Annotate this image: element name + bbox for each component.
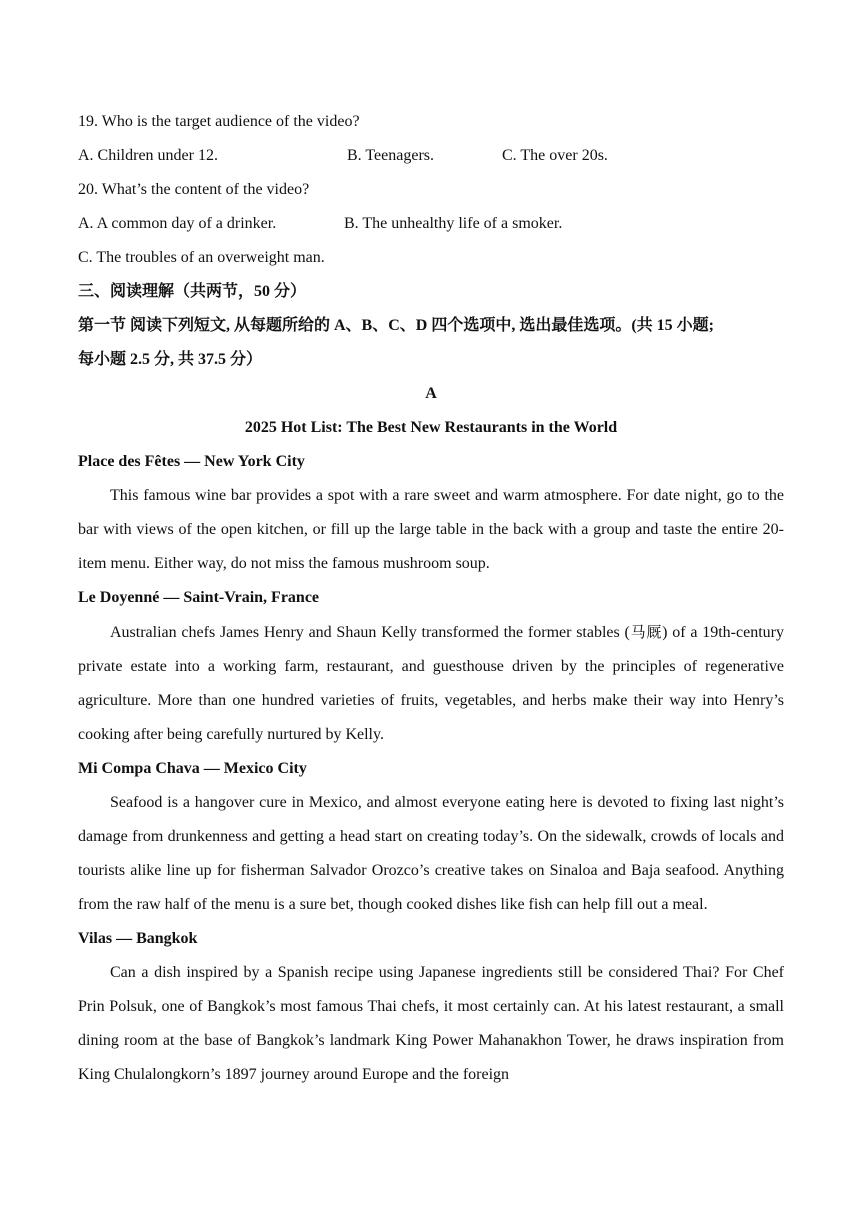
option-a: A. Children under 12. [78,147,218,164]
chinese-gloss: 马厩 [629,623,663,641]
option-a: A. A common day of a drinker. [78,215,277,232]
passage-letter: A [425,385,437,402]
document-page [78,105,784,1092]
restaurant-description [78,615,784,752]
restaurant-heading: Vilas — Bangkok [78,930,198,947]
section-instructions-line-2: 每小题 2.5 分, 共 37.5 分） [78,351,263,368]
restaurant-heading: Le Doyenné — Saint-Vrain, France [78,589,320,606]
restaurant-description: Can a dish inspired by a Spanish recipe using Japanese ingredients still be considered Thai? For Chef Prin Polsuk, one of Bangkok’s most famous Thai chefs, it most certainly can. At his latest restaurant, a small dining room at the base of Bangkok’s landmark King Power Mahanakhon Tower, he draws inspiration from King Chulalongkorn’s 1897 journey around Europe and the foreign [78,964,784,1083]
restaurant-heading: Mi Compa Chava — Mexico City [78,760,307,777]
description-text: Australian chefs James Henry and Shaun Kelly transformed the former stables ( [110,624,630,641]
option-c: C. The over 20s. [502,147,608,164]
passage-title: 2025 Hot List: The Best New Restaurants in the World [244,419,618,436]
question-19-options [78,139,784,173]
option-b: B. The unhealthy life of a smoker. [344,215,563,232]
restaurant-heading: Place des Fêtes — New York City [78,453,305,470]
question-20-options [78,207,784,241]
question-20-option-c: C. The troubles of an overweight man. [78,249,325,266]
question-20: 20. What’s the content of the video? [78,181,310,198]
option-b: B. Teenagers. [347,147,434,164]
part-title: 三、阅读理解（共两节，50 分） [78,283,307,300]
restaurant-description: Seafood is a hangover cure in Mexico, and almost everyone eating here is devoted to fixing last night’s damage from drunkenness and getting a head start on creating today’s. On the sidewalk, crowds of locals and tourists alike line up for fisherman Salvador Orozco’s creative takes on Sinaloa and Baja seafood. Anything from the raw half of the menu is a sure bet, though cooked dishes like fish can help fill out a meal. [78,794,784,913]
section-instructions-line-1: 第一节 阅读下列短文, 从每题所给的 A、B、C、D 四个选项中, 选出最佳选项。(共 15 小题; [78,317,714,334]
question-19: 19. Who is the target audience of the video? [78,113,360,130]
description-text: ) of a 19th-century private estate into a working farm, restaurant, and guesthouse driven by the principles of regenerative agriculture. More than one hundred varieties of fruits, vegetables, and herbs make their way into Henry’s cooking after being carefully nurtured by Kelly. [78,624,784,743]
restaurant-description: This famous wine bar provides a spot with a rare sweet and warm atmosphere. For date night, go to the bar with views of the open kitchen, or fill up the large table in the back with a group and taste the entire 20-item menu. Either way, do not miss the famous mushroom soup. [78,487,784,572]
